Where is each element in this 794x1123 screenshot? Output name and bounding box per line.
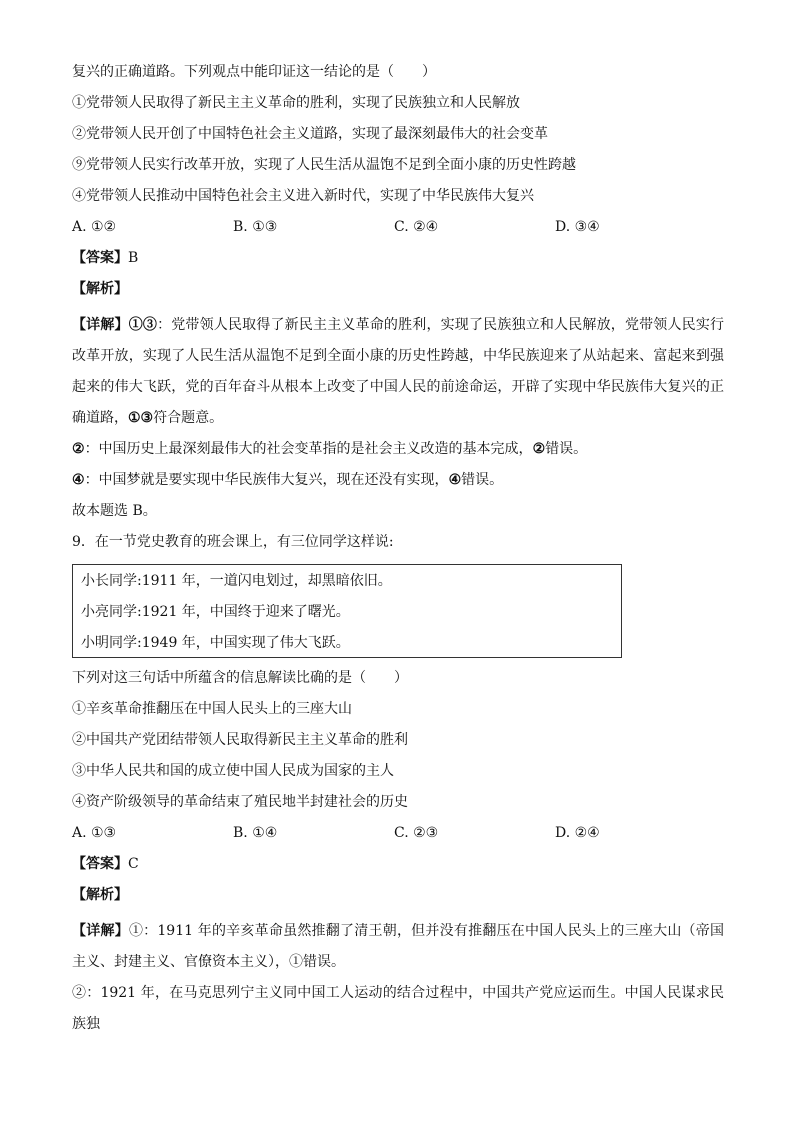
q8-conclusion: 故本题选 B。 [72, 503, 157, 519]
detail-bold: ①③ [128, 317, 158, 333]
detail-text: ：党带领人民取得了新民主主义革命的胜利，实现了民族独立和人民解放，党带领人民实行改革开放，实现了人民生活从温饱不足到全面小康的历史性跨越，中华民族迎来了从站起来、富起来到强起来的伟大飞跃，党的百年奋斗从根本上改变了中国人民的前途命运，开辟了实现中华民族伟大复兴的正确道路， [72, 317, 725, 426]
note2-bold: ② [72, 441, 85, 457]
q8-note-4 [72, 465, 724, 496]
answer-value: B [128, 250, 139, 266]
q9-option-c: C. ②③ [394, 825, 439, 841]
q9-detail [72, 916, 724, 978]
q9-quote-2: 小亮同学:1921 年，中国终于迎来了曙光。 [81, 604, 350, 620]
analysis-tag: 【解析】 [72, 281, 128, 297]
q9-item-2: ②中国共产党团结带领人民取得新民主主义革命的胜利 [72, 732, 408, 748]
q9-quote-1: 小长同学:1911 年，一道闪电划过，却黑暗依旧。 [81, 573, 392, 589]
q9-item-3: ③中华人民共和国的成立使中国人民成为国家的主人 [72, 763, 394, 779]
analysis-tag: 【解析】 [72, 887, 128, 903]
note2-bold2: ② [532, 441, 546, 457]
answer-tag: 【答案】 [72, 250, 128, 266]
q8-item-3: ⑨党带领人民实行改革开放，实现了人民生活从温饱不足到全面小康的历史性跨越 [72, 157, 576, 173]
detail-text: ①：1911 年的辛亥革命虽然推翻了清王朝，但并没有推翻压在中国人民头上的三座大山（帝国主义、封建主义、官僚资本主义），①错误。 [72, 923, 725, 970]
q8-option-b: B. ①③ [233, 219, 278, 235]
detail-bold2: ①③ [128, 410, 154, 426]
q8-stem-tail: 复兴的正确道路。下列观点中能印证这一结论的是（ ） [72, 64, 436, 80]
answer-value: C [128, 856, 139, 872]
q9-note-2: ②：1921 年，在马克思列宁主义同中国工人运动的结合过程中，中国共产党应运而生。中国人民谋求民族独 [72, 985, 724, 1032]
q8-note-2 [72, 434, 724, 465]
q8-options [72, 217, 724, 237]
note4-end: 错误。 [461, 472, 504, 488]
q8-item-1: ①党带领人民取得了新民主主义革命的胜利，实现了民族独立和人民解放 [72, 95, 520, 111]
detail-tag: 【详解】 [72, 317, 129, 333]
q8-answer [72, 248, 724, 268]
note2-text: ：中国历史上最深刻最伟大的社会变革指的是社会主义改造的基本完成， [84, 441, 533, 457]
q9-options [72, 823, 724, 843]
q9-quote-box [72, 564, 622, 658]
detail-tag: 【详解】 [72, 923, 129, 939]
q8-detail [72, 310, 724, 434]
q9-analysis [72, 885, 724, 905]
q8-item-2: ②党带领人民开创了中国特色社会主义道路，实现了最深刻最伟大的社会变革 [72, 126, 548, 142]
q8-analysis [72, 279, 724, 299]
q9-option-a: A. ①③ [72, 825, 117, 841]
note4-bold2: ④ [448, 472, 462, 488]
q9-item-4: ④资产阶级领导的革命结束了殖民地半封建社会的历史 [72, 794, 408, 810]
q9-item-1: ①辛亥革命推翻压在中国人民头上的三座大山 [72, 701, 352, 717]
q8-option-d: D. ③④ [555, 219, 600, 235]
answer-tag: 【答案】 [72, 856, 128, 872]
note2-end: 错误。 [545, 441, 588, 457]
q9-answer [72, 854, 724, 874]
q9-stem: 9．在一节党史教育的班会课上，有三位同学这样说: [72, 534, 394, 550]
note4-bold: ④ [72, 472, 85, 488]
q9-option-b: B. ①④ [233, 825, 278, 841]
q9-option-d: D. ②④ [555, 825, 600, 841]
note4-text: ：中国梦就是要实现中华民族伟大复兴，现在还没有实现， [84, 472, 449, 488]
q9-quote-3: 小明同学:1949 年，中国实现了伟大飞跃。 [81, 635, 350, 651]
document-page [72, 62, 724, 1040]
q8-option-c: C. ②④ [394, 219, 439, 235]
q8-item-4: ④党带领人民推动中国特色社会主义进入新时代，实现了中华民族伟大复兴 [72, 188, 534, 204]
detail-end: 符合题意。 [153, 410, 224, 426]
q9-prompt: 下列对这三句话中所蕴含的信息解读比确的是（ ） [72, 670, 408, 686]
q8-option-a: A. ①② [72, 219, 117, 235]
